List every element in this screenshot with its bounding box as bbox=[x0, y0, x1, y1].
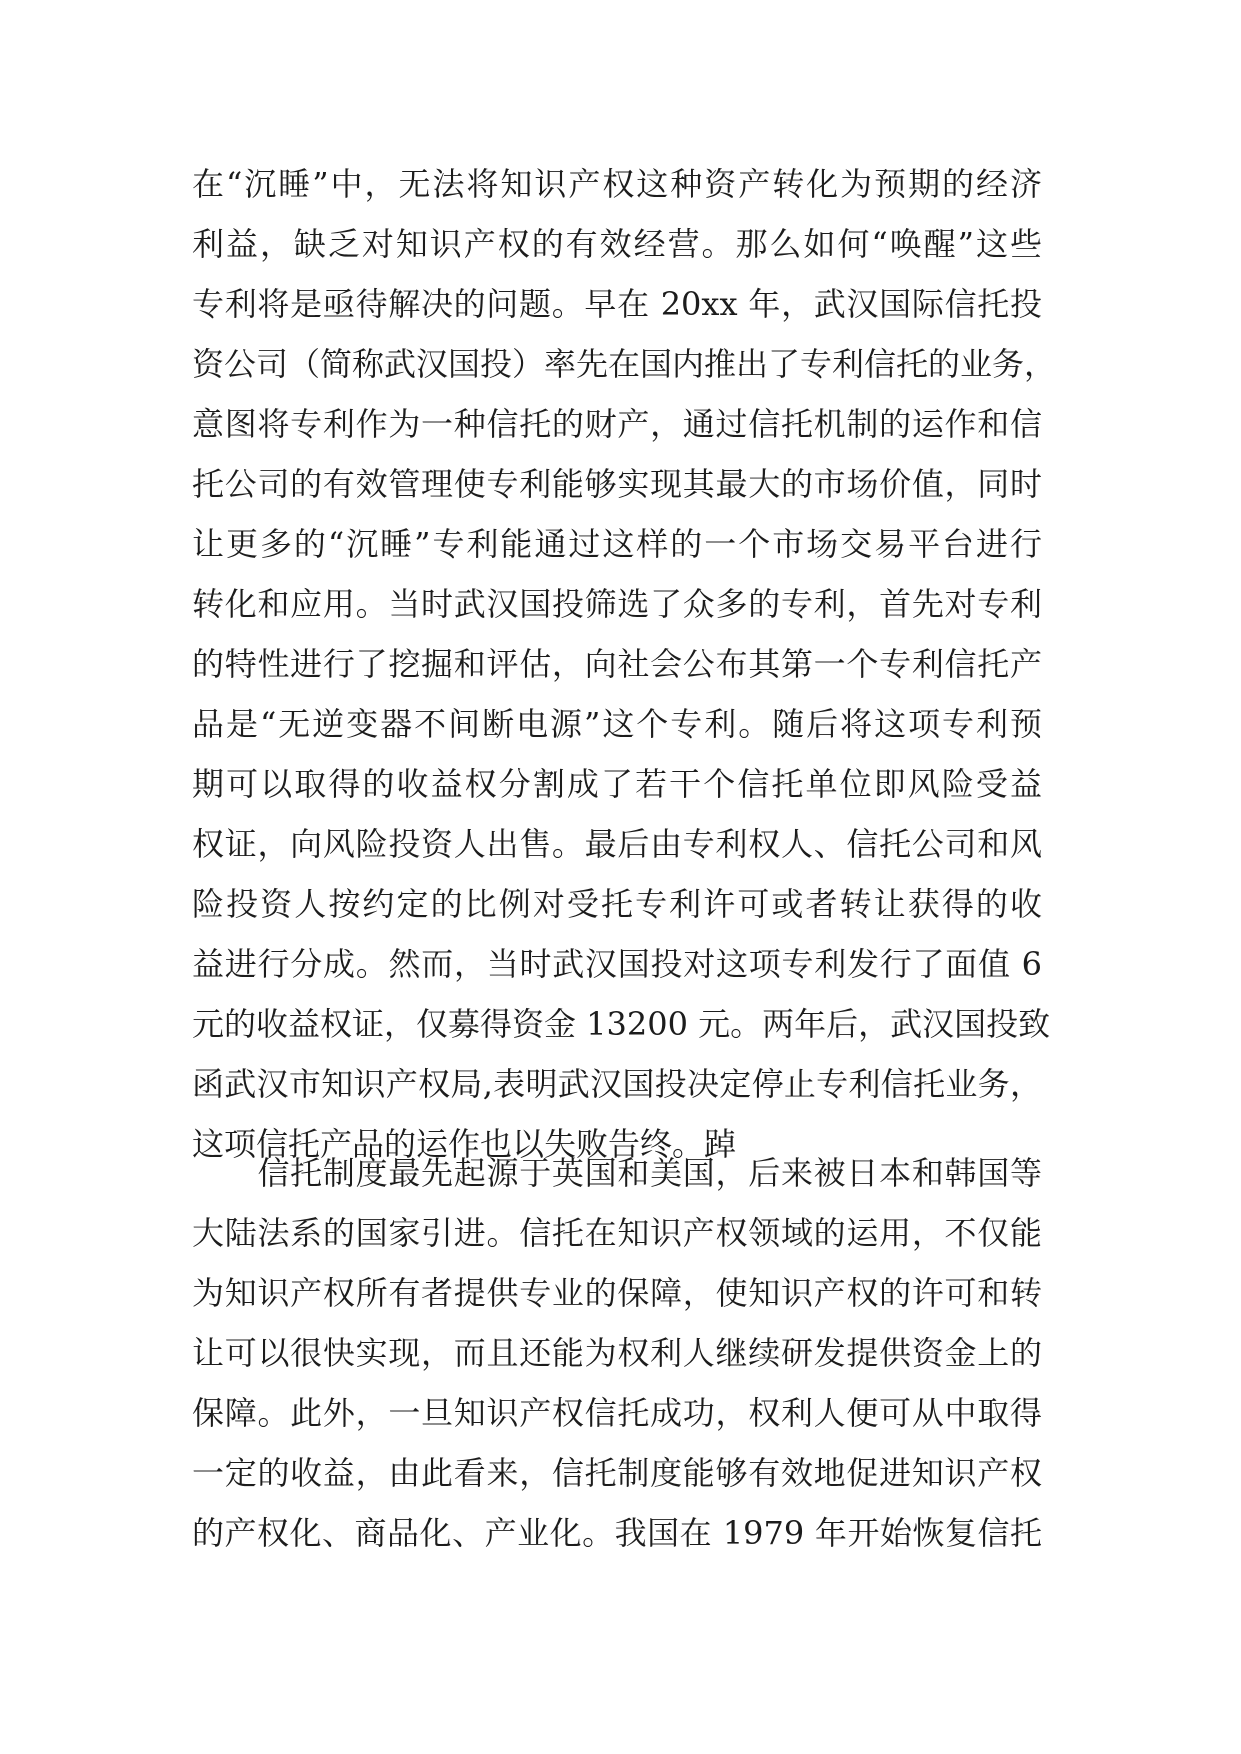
paragraph-line: 函武汉市知识产权局,表明武汉国投决定停止专利信托业务， bbox=[192, 1065, 1042, 1103]
paragraph-line: 信托制度最先起源于英国和美国，后来被日本和韩国等 bbox=[192, 1154, 1042, 1192]
paragraph-1 bbox=[192, 154, 1057, 1174]
paragraph-line: 在“沉睡”中，无法将知识产权这种资产转化为预期的经济 bbox=[192, 165, 1042, 203]
paragraph-line: 保障。此外，一旦知识产权信托成功，权利人便可从中取得 bbox=[192, 1394, 1042, 1432]
paragraph-line: 的产权化、商品化、产业化。我国在 1979 年开始恢复信托 bbox=[192, 1514, 1042, 1552]
paragraph-line: 转化和应用。当时武汉国投筛选了众多的专利，首先对专利 bbox=[192, 585, 1042, 623]
paragraph-line: 意图将专利作为一种信托的财产，通过信托机制的运作和信 bbox=[192, 405, 1042, 443]
paragraph-line: 这项信托产品的运作也以失败告终。踔 bbox=[192, 1125, 737, 1163]
paragraph-line: 资公司（简称武汉国投）率先在国内推出了专利信托的业务， bbox=[192, 345, 1057, 383]
paragraph-line: 大陆法系的国家引进。信托在知识产权领域的运用，不仅能 bbox=[192, 1214, 1042, 1252]
paragraph-line: 为知识产权所有者提供专业的保障，使知识产权的许可和转 bbox=[192, 1274, 1042, 1312]
paragraph-line: 权证，向风险投资人出售。最后由专利权人、信托公司和风 bbox=[192, 825, 1042, 863]
paragraph-line: 益进行分成。然而，当时武汉国投对这项专利发行了面值 6 bbox=[192, 945, 1042, 983]
paragraph-2 bbox=[192, 1143, 1042, 1563]
paragraph-line: 让更多的“沉睡”专利能通过这样的一个市场交易平台进行 bbox=[192, 525, 1042, 563]
paragraph-line: 的特性进行了挖掘和评估，向社会公布其第一个专利信托产 bbox=[192, 645, 1042, 683]
paragraph-line: 一定的收益，由此看来，信托制度能够有效地促进知识产权 bbox=[192, 1454, 1042, 1492]
paragraph-line: 托公司的有效管理使专利能够实现其最大的市场价值，同时 bbox=[192, 465, 1042, 503]
paragraph-line: 期可以取得的收益权分割成了若干个信托单位即风险受益 bbox=[192, 765, 1042, 803]
paragraph-line: 品是“无逆变器不间断电源”这个专利。随后将这项专利预 bbox=[192, 705, 1042, 743]
paragraph-line: 让可以很快实现，而且还能为权利人继续研发提供资金上的 bbox=[192, 1334, 1042, 1372]
paragraph-line: 险投资人按约定的比例对受托专利许可或者转让获得的收 bbox=[192, 885, 1042, 923]
paragraph-line: 元的收益权证，仅募得资金 13200 元。两年后，武汉国投致 bbox=[192, 1005, 1051, 1043]
paragraph-line: 利益，缺乏对知识产权的有效经营。那么如何“唤醒”这些 bbox=[192, 225, 1042, 263]
paragraph-line: 专利将是亟待解决的问题。早在 20xx 年，武汉国际信托投 bbox=[192, 285, 1042, 323]
